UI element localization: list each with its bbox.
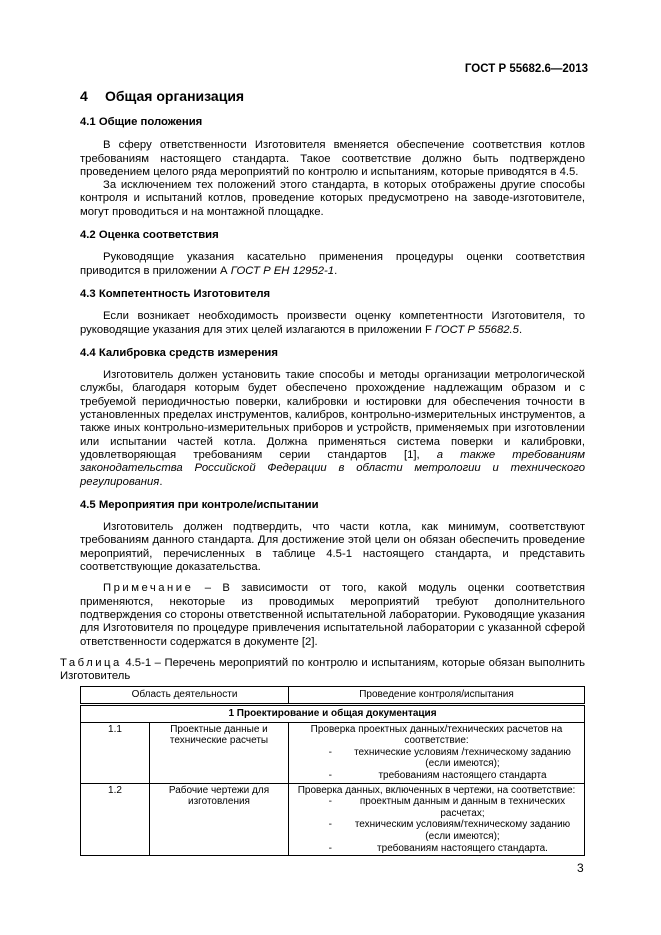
standard-reference: ГОСТ Р 55682.5 — [435, 323, 519, 336]
row-number: 1.2 — [81, 783, 150, 856]
paragraph-4-4-1 — [80, 369, 585, 489]
subsection-heading-4-1: 4.1 Общие положения — [80, 116, 203, 128]
table-caption-text: 4.5-1 – Перечень мероприятий по контролю и испытаниям, которые обязан выполнить Изготовитель — [60, 656, 585, 683]
note — [80, 582, 585, 648]
note-label: Примечание — [103, 582, 194, 595]
table-section-row — [81, 704, 585, 722]
paragraph-4-2-1-text: Руководящие указания касательно применения процедуры оценки соответствия приводится в приложении А — [80, 251, 585, 277]
section-number: 4 — [80, 88, 88, 104]
paragraph-4-1-1: В сферу ответственности Изготовителя вменяется обеспечение соответствия котлов требованиям настоящего стандарта. Такое соответствие должно быть подтверждено проведением целого ряда мероприятий по контролю и испытаниям, которые приводятся в 4.5. — [80, 139, 585, 178]
row-area: Рабочие чертежи для изготовления — [150, 783, 289, 856]
page-number: 3 — [577, 861, 584, 875]
table-row — [81, 783, 585, 856]
paragraph-end: . — [159, 475, 163, 488]
list-item: - требованиям настоящего стандарта — [328, 769, 547, 781]
list-item: - техническим условиям/техническому заданию (если имеются); — [328, 819, 571, 842]
subsection-heading-4-3: 4.3 Компетентность Изготовителя — [80, 287, 271, 300]
table-caption-label: Таблица — [60, 656, 122, 669]
list-item: - требованиям настоящего стандарта. — [328, 842, 548, 854]
paragraph-4-5-1: Изготовитель должен подтвердить, что части котла, как минимум, соответствуют требованиям данного стандарта. Для достижение этой цели он обязан обеспечить проведение мероприятий, перечисленных в таблице 4.5-1 настоящего стандарта, и представить соответствующие доказательства. — [80, 521, 585, 574]
section-heading — [80, 86, 585, 106]
subsection-heading-4-5: 4.5 Мероприятия при контроле/испытании — [80, 498, 319, 511]
header-control: Проведение контроля/испытания — [289, 687, 585, 705]
control-lead: Проверка данных, включенных в чертежи, на соответствие: — [297, 784, 576, 796]
page-content — [60, 86, 585, 856]
document-code-header: ГОСТ Р 55682.6—2013 — [464, 63, 588, 75]
paragraph-4-4-1-text: Изготовитель должен установить такие способы и методы организации метрологической службы, благодаря которым будет обеспечено прохождение надлежащим образом и с требуемой периодичностью поверки, калибровки и юстировки для обеспечения точности в установленных пределах инструментов, калибров, контрольно-измерительных инструментов, а также иных контрольно-измерительных приборов и устройств, применяемых при изготовлении или испытании частей котла. Должна применяться система поверки и калибровки, удовлетворяющая требованиям серии стандартов [1], — [80, 369, 585, 461]
row-control — [289, 783, 585, 856]
table-row — [81, 722, 585, 783]
table-header-row — [81, 687, 585, 705]
paragraph-4-3-1 — [80, 310, 585, 337]
subsection-heading-4-2: 4.2 Оценка соответствия — [80, 229, 219, 242]
activities-table — [80, 686, 585, 856]
list-item: - проектным данным и данным в технических расчетах; — [328, 796, 566, 819]
paragraph-end: . — [518, 323, 523, 336]
list-item: - технические условиям /техническому заданию (если имеются); — [328, 746, 571, 770]
paragraph-4-2-1 — [80, 251, 585, 278]
table-caption — [60, 657, 585, 684]
paragraph-4-3-1-text: Если возникает необходимость произвести оценку компетентности Изготовителя, то руководящие указания для этих целей излагаются в приложении F — [80, 310, 585, 336]
row-area: Проектные данные и технические расчеты — [150, 722, 289, 783]
header-area: Область деятельности — [81, 687, 289, 705]
section-title: Общая организация — [105, 88, 245, 104]
note-text: – В зависимости от того, какой модуль оценки соответствия применяются, некоторые из проводимых мероприятий требуют дополнительного подтверждения со стороны ответственной испытательной лаборатории. Руководящие указания для Изготовителя по процедуре привлечения испытательной лаборатории с указанной сферой ответственности содержатся в документе [2]. — [80, 582, 585, 648]
row-number: 1.1 — [81, 722, 150, 783]
regulation-note: а также требованиям законодательства Российской Федерации в области метрологии и технического регулирования — [80, 448, 585, 488]
control-lead: Проверка проектных данных/технических расчетов на соответствие: — [310, 723, 563, 747]
row-control — [289, 722, 585, 783]
subsection-heading-4-4: 4.4 Калибровка средств измерения — [80, 346, 278, 359]
standard-reference: ГОСТ Р ЕН 12952-1 — [230, 264, 335, 277]
paragraph-4-1-2: За исключением тех положений этого стандарта, в которых отображены другие способы контроля и испытаний котлов, проведение которых предусмотрено на заводе-изготовителе, могут проводиться и на монтажной площадке. — [80, 179, 585, 218]
paragraph-end: . — [334, 264, 338, 277]
table-section-title: 1 Проектирование и общая документация — [81, 704, 585, 722]
